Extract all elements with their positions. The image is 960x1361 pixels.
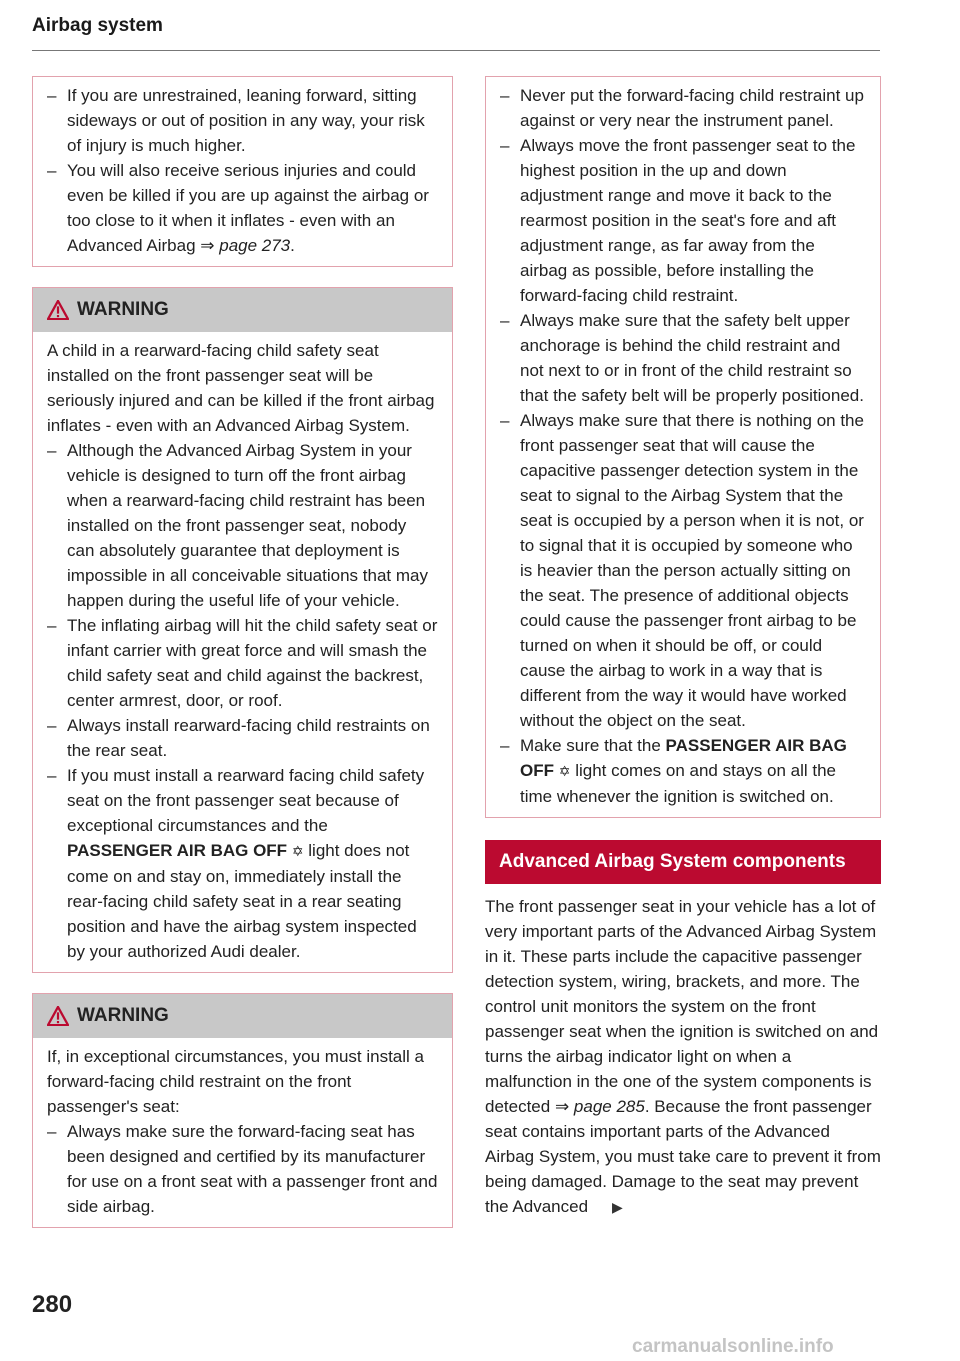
right-warning-continuation-box [485,76,881,818]
continue-arrow-icon: ▶ [612,1199,623,1215]
warning-triangle-icon [47,300,69,320]
list-item: – Always make sure the forward-facing seat has been designed and certified by its manufacturer for use on a front seat with a passenger front and side airbag. [47,1119,438,1219]
warning-triangle-icon [47,1006,69,1026]
warning-title: WARNING [77,299,169,320]
right-column [485,76,881,1220]
warning-box-2 [32,993,453,1228]
warning-intro: A child in a rearward-facing child safety seat installed on the front passenger seat will be seriously injured and can be killed if the front airbag inflates - even with an Advanced Airbag System. [47,341,435,435]
list-item: – Never put the forward-facing child restraint up against or very near the instrument panel. [500,83,866,133]
warning-list [47,1119,438,1219]
list-item: – Always make sure that the safety belt upper anchorage is behind the child restraint and not next to or in front of the child restraint so that the safety belt will be properly positioned. [500,308,866,408]
airbag-off-icon: ✡ [558,763,571,779]
indicator-name: PASSENGER AIR BAG OFF [67,841,288,860]
list-item: – Always install rearward-facing child restraints on the rear seat. [47,713,438,763]
left-box-list [47,83,438,258]
warning-intro: If, in exceptional circumstances, you must install a forward-facing child restraint on the front passenger's seat: [47,1047,424,1116]
warning-body [33,332,452,972]
warning-body [33,1038,452,1227]
warning-header [33,288,452,332]
watermark: carmanualsonline.info [632,1336,834,1357]
section-body: The front passenger seat in your vehicle has a lot of very important parts of the Advanced Airbag System in it. These parts include the capacitive passenger detection system, wiring, brackets, and more. The control unit monitors the system on the front passenger seat when the ignition is switched on and turns the airbag indicator light on when a malfunction in the one of the system components is detected ⇒ page 285. Because the front passenger seat contains important parts of the Advanced Airbag System, you must take care to prevent it from being damaged. Damage to the seat may prevent the Advanced ▶ [485,897,881,1216]
list-item: – Always make sure that there is nothing on the front passenger seat that will cause the capacitive passenger detection system in the seat to signal to the Airbag System that the seat is occupied by a person when it is not, or to signal that it is occupied by someone who is heavier than the person actually sitting on the seat. The presence of additional objects could cause the passenger front airbag to be turned on when it should be off, or could cause the airbag to work in a way that is different from the way it would have worked without the object on the seat. [500,408,866,733]
indicator-name: PASSENGER AIR BAG OFF [520,736,847,780]
left-column [32,76,453,1228]
left-info-box [32,76,453,267]
list-item: – If you must install a rearward facing child safety seat on the front passenger seat because of exceptional circumstances and the PASSENGER AIR BAG OFF ✡ light does not come on and stay on, immediately install the rear-facing child safety seat in a rear seating position and have the airbag system inspected by your authorized Audi dealer. [47,763,438,964]
list-item: – Although the Advanced Airbag System in your vehicle is designed to turn off the front airbag when a rearward-facing child restraint has been installed on the front passenger seat, nobody can absolutely guarantee that deployment is impossible in all conceivable situations that may happen during the useful life of your vehicle. [47,438,438,613]
warning-box-1 [32,287,453,973]
warning-title: WARNING [77,1005,169,1026]
list-item: – If you are unrestrained, leaning forward, sitting sideways or out of position in any way, your risk of injury is much higher. [47,83,438,158]
list-item: – You will also receive serious injuries and could even be killed if you are up against the airbag or too close to it when it inflates - even with an Advanced Airbag ⇒ page 273. [47,158,438,258]
page-number: 280 [32,1291,73,1318]
warning-list [47,438,438,964]
list-item: – Always move the front passenger seat to the highest position in the up and down adjustment range and move it back to the rearmost position in the seat's fore and aft adjustment range, as far away from the airbag as possible, before installing the forward-facing child restraint. [500,133,866,308]
page-reference-link[interactable]: ⇒ page 273 [200,236,291,255]
warning-header [33,994,452,1038]
header-divider [32,50,880,51]
airbag-off-icon: ✡ [291,843,304,859]
list-item: – Make sure that the PASSENGER AIR BAG OFF ✡ light comes on and stays on all the time whenever the ignition is switched on. [500,733,866,809]
right-box-list [500,83,866,809]
page-reference-link[interactable]: ⇒ page 285 [554,1097,645,1116]
header-title: Airbag system [32,15,163,36]
section-heading: Advanced Airbag System components [485,840,881,884]
list-item: – The inflating airbag will hit the child safety seat or infant carrier with great force and will smash the child safety seat and child against the backrest, center armrest, door, or roof. [47,613,438,713]
